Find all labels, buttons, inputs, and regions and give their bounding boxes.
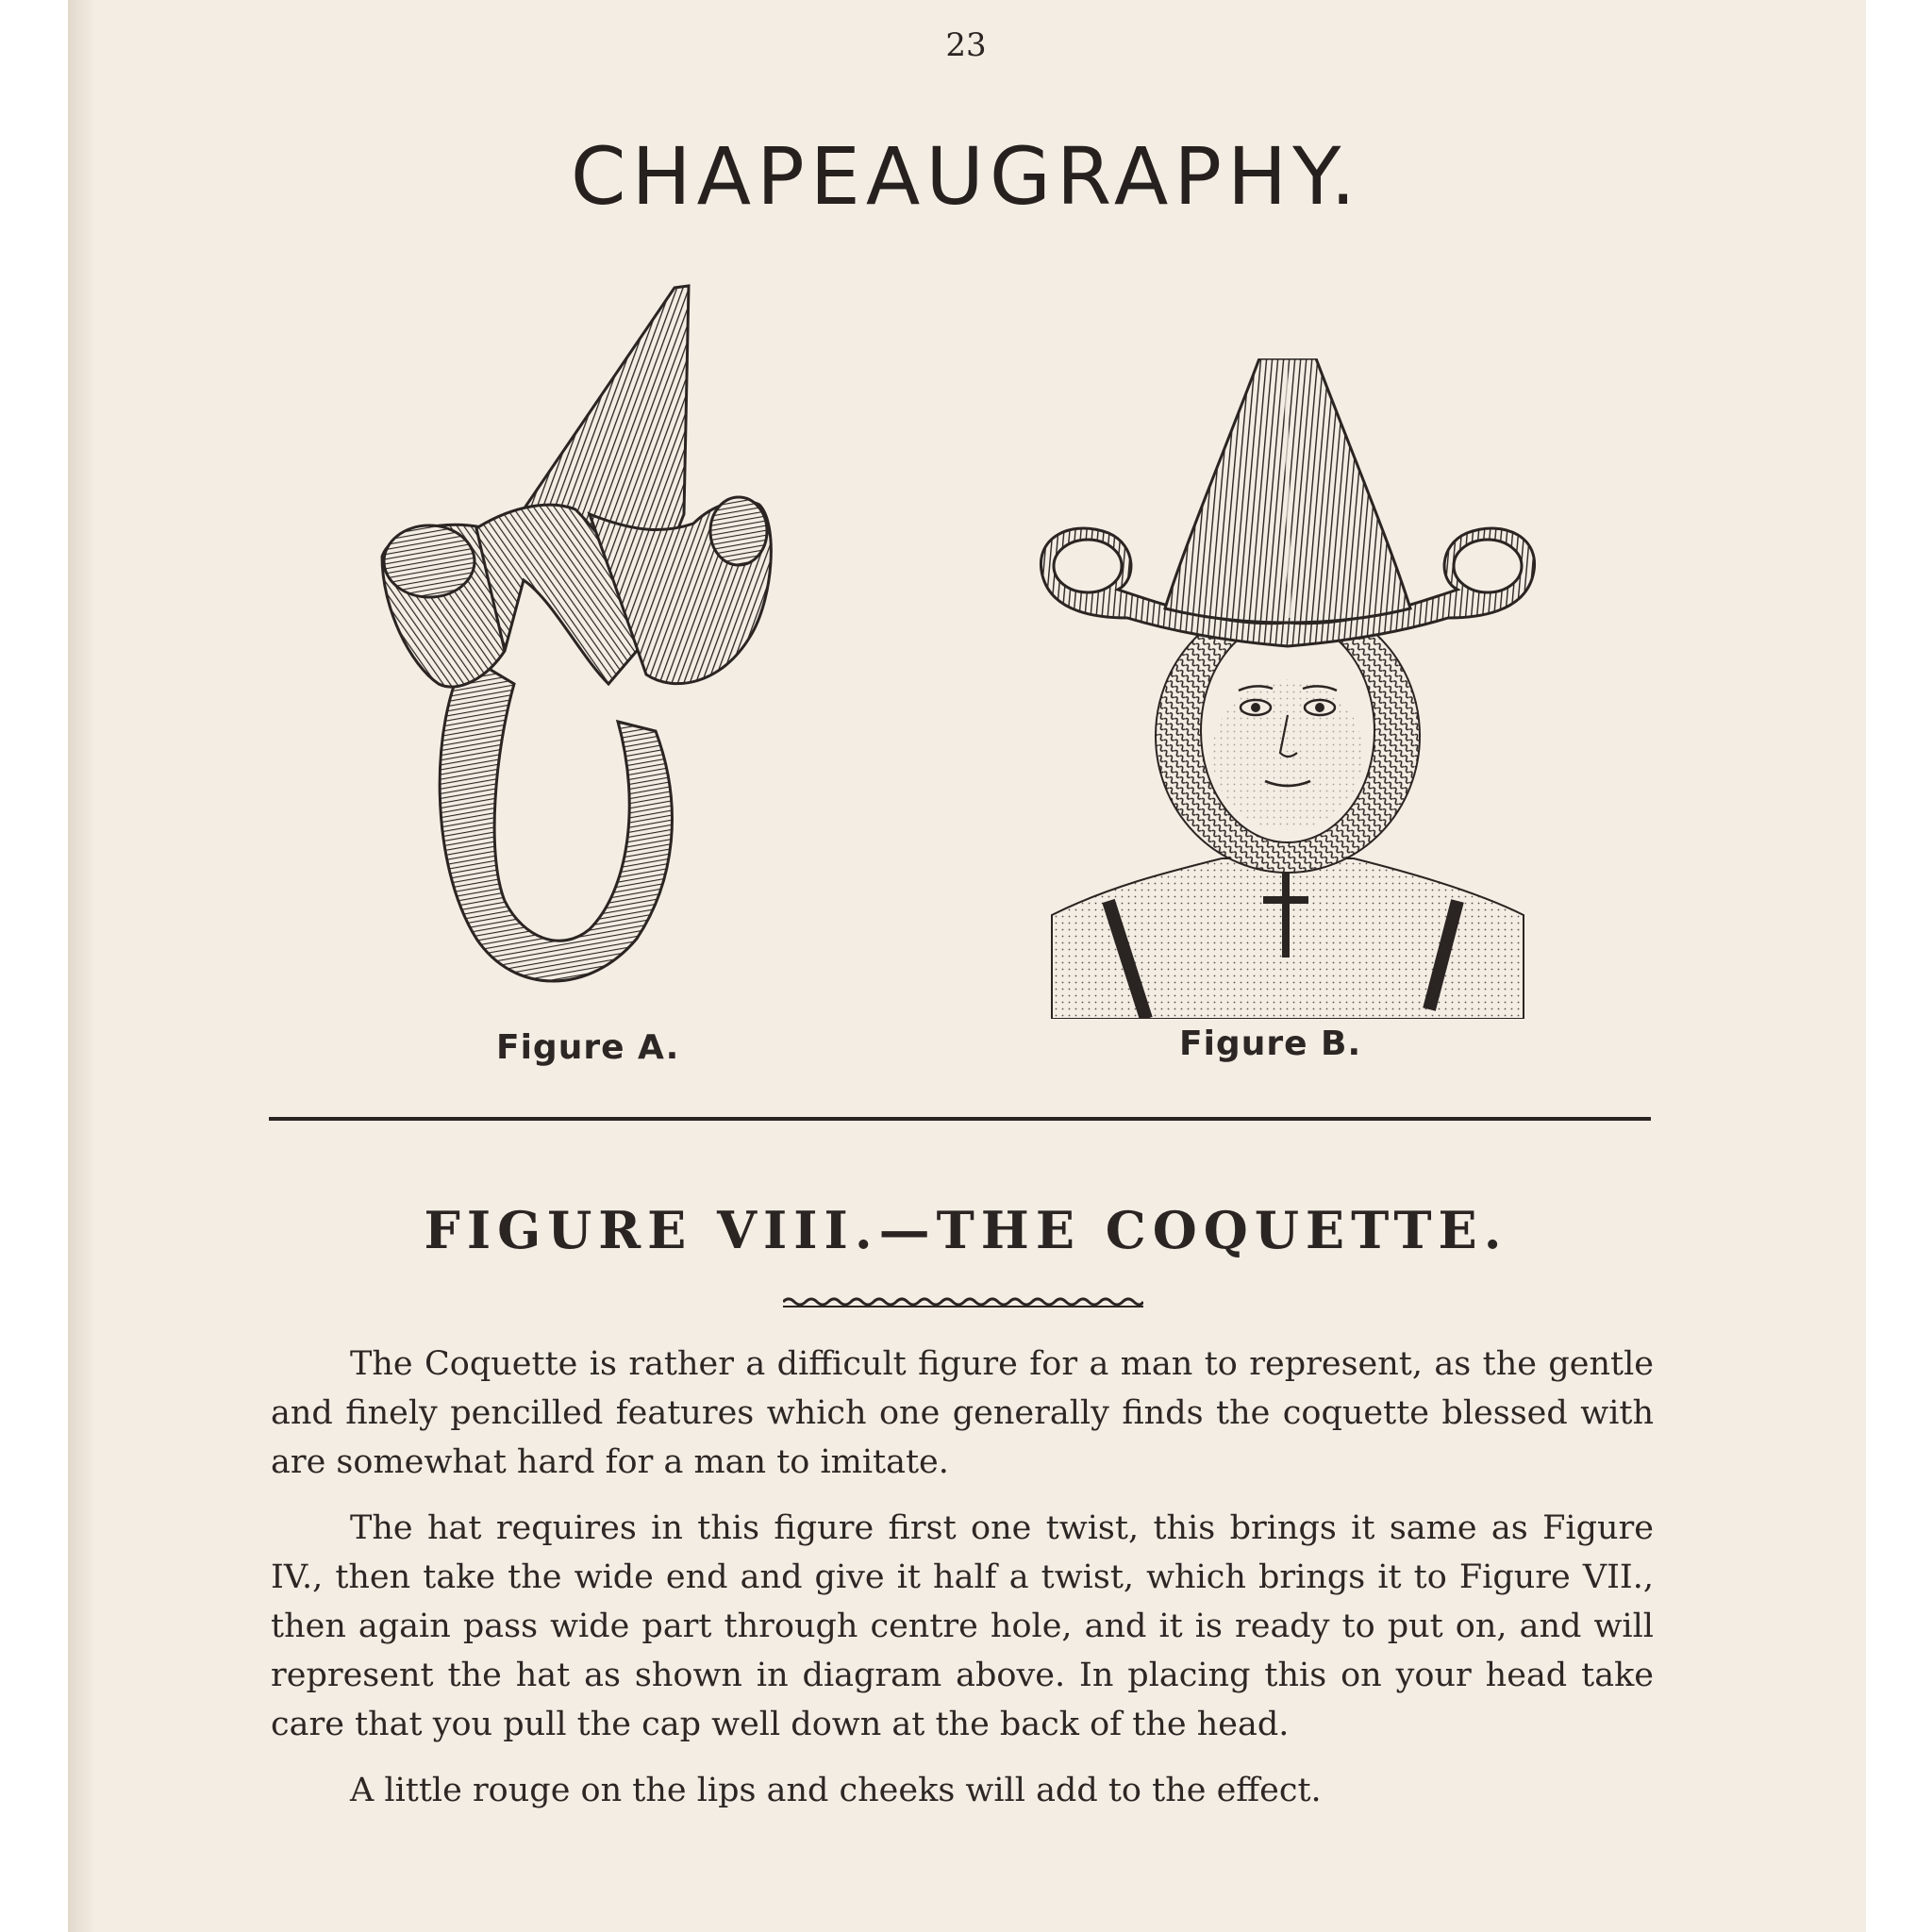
- paragraph: A little rouge on the lips and cheeks will add to the effect.: [350, 1772, 1322, 1809]
- paragraph: The Coquette is rather a difficult figure for a man to represent, as the gentle and finely pencilled features which one generally finds the coquette blessed with are somewhat hard for a man to imitate.: [271, 1345, 1654, 1481]
- page-number: 23: [945, 26, 987, 64]
- body-text: [271, 1340, 1654, 1832]
- figure-b-caption: Figure B.: [1179, 1024, 1362, 1063]
- horizontal-rule: [269, 1117, 1651, 1121]
- page-gutter-shadow: [68, 0, 96, 1932]
- twisted-hat-illustration: [373, 278, 788, 1009]
- page-title: CHAPEAUGRAPHY.: [570, 130, 1362, 223]
- figure-a-caption: Figure A.: [496, 1028, 680, 1067]
- section-title: FIGURE VIII.—THE COQUETTE.: [424, 1200, 1508, 1260]
- coquette-portrait-illustration: [1033, 358, 1542, 1019]
- decorative-squiggle: [783, 1294, 1143, 1309]
- paragraph: The hat requires in this figure first one twist, this brings it same as Figure IV., then take the wide end and give it half a twist, which brings it to Figure VII., then again pass wide part through centre hole, and it is ready to put on, and will represent the hat as shown in diagram above. In placing this on your head take care that you pull the cap well down at the back of the head.: [271, 1509, 1654, 1743]
